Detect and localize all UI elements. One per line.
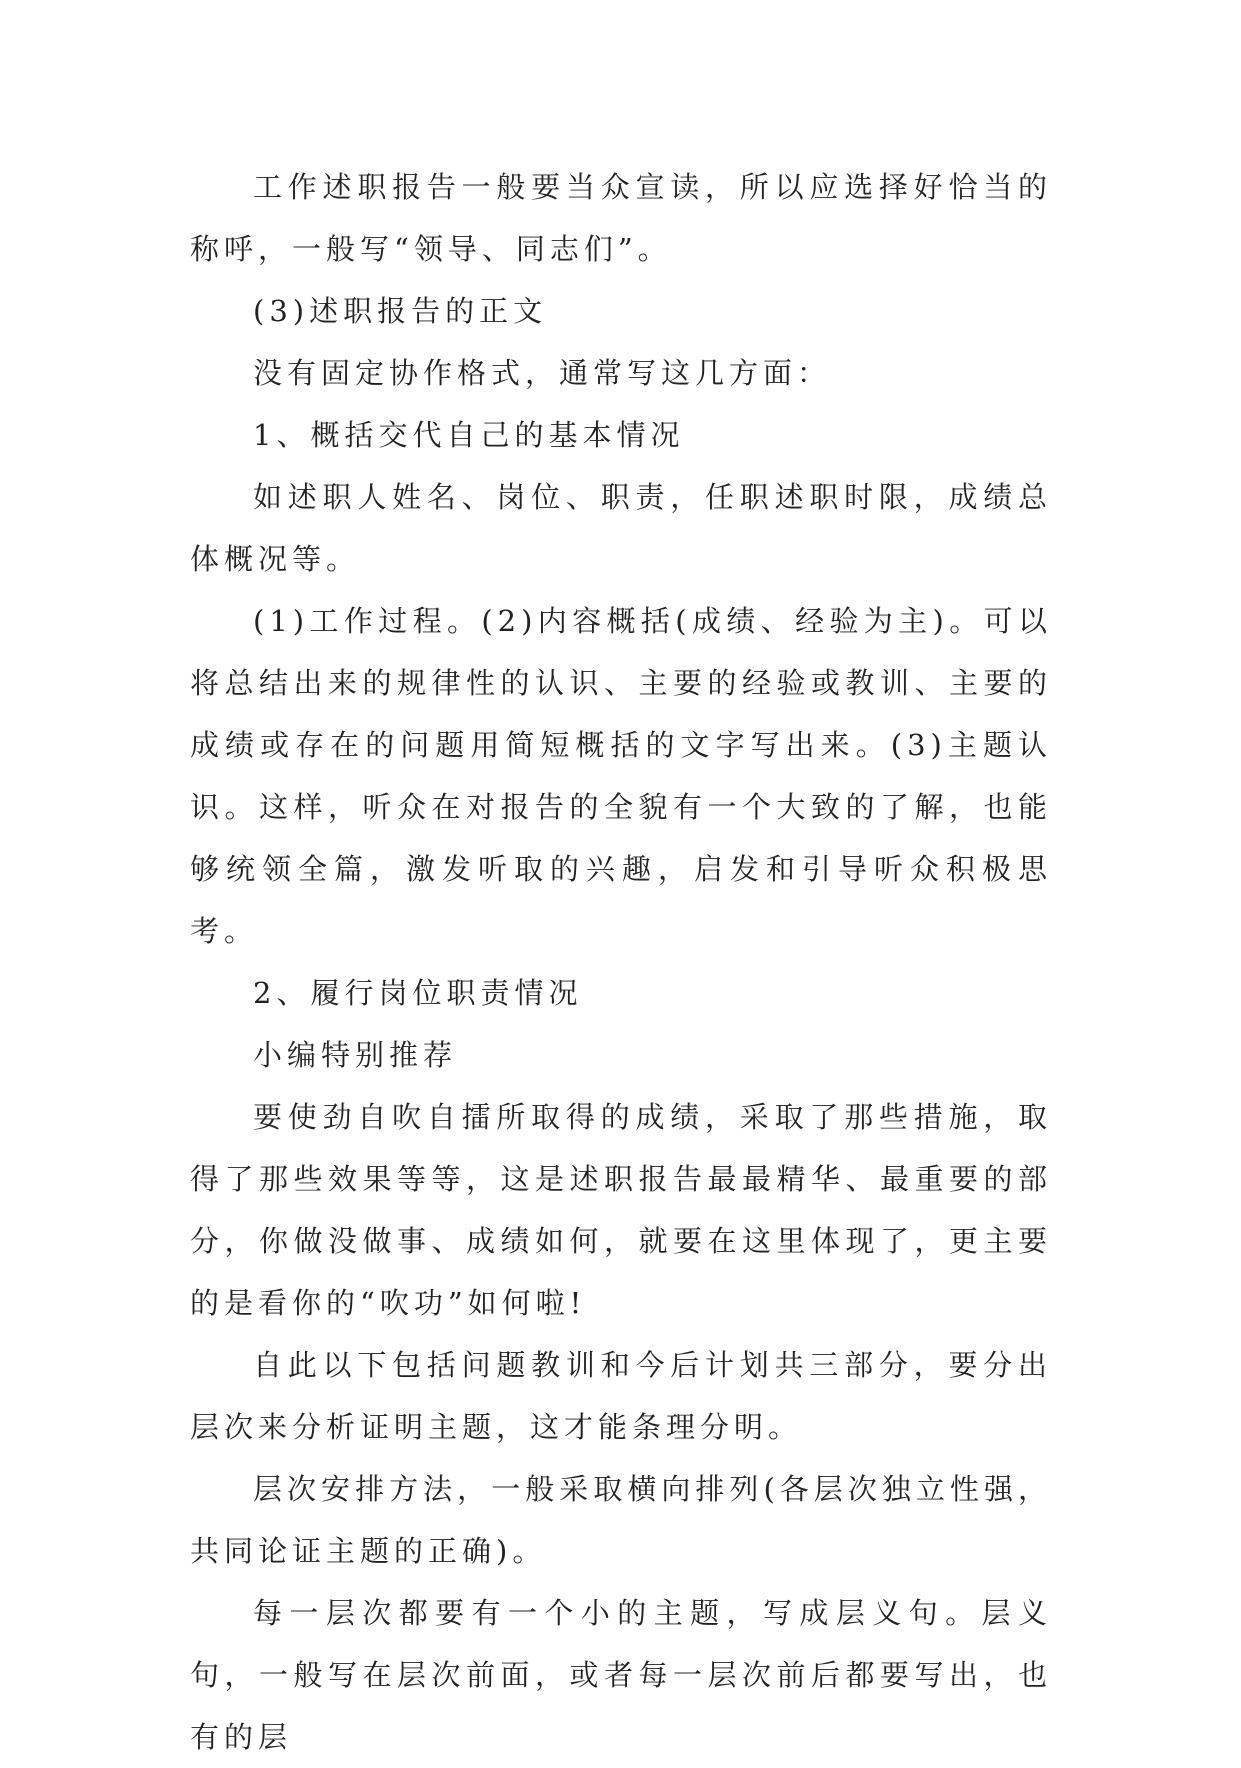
- paragraph-sub-theme: 每一层次都要有一个小的主题，写成层义句。层义句，一般写在层次前面，或者每一层次前后都要写出，也有的层: [190, 1596, 1052, 1754]
- paragraph-salutation: 工作述职报告一般要当众宣读，所以应选择好恰当的称呼，一般写“领导、同志们”。: [190, 170, 1052, 266]
- paragraph-heading-body: (3)述职报告的正文: [253, 294, 548, 328]
- paragraph-arrangement: 层次安排方法，一般采取横向排列(各层次独立性强，共同论证主题的正确)。: [190, 1472, 1052, 1568]
- paragraph-item-2: 2、履行岗位职责情况: [253, 976, 583, 1010]
- paragraph-format-note: 没有固定协作格式，通常写这几方面：: [253, 356, 832, 390]
- paragraph-recommend: 小编特别推荐: [253, 1038, 458, 1072]
- paragraph-basic-info: 如述职人姓名、岗位、职责，任职述职时限，成绩总体概况等。: [190, 480, 1052, 576]
- paragraph-achievements: 要使劲自吹自擂所取得的成绩，采取了那些措施，取得了那些效果等等，这是述职报告最最精华、最重要的部分，你做没做事、成绩如何，就要在这里体现了，更主要的是看你的“吹功”如何啦!: [190, 1100, 1052, 1320]
- paragraph-summary: (1)工作过程。(2)内容概括(成绩、经验为主)。可以将总结出来的规律性的认识、主要的经验或教训、主要的成绩或存在的问题用简短概括的文字写出来。(3)主题认识。这样，听众在对报告的全貌有一个大致的了解，也能够统领全篇，激发听取的兴趣，启发和引导听众积极思考。: [190, 604, 1052, 948]
- paragraph-item-1: 1、概括交代自己的基本情况: [253, 418, 685, 452]
- paragraph-following-parts: 自此以下包括问题教训和今后计划共三部分，要分出层次来分析证明主题，这才能条理分明。: [190, 1348, 1052, 1444]
- document-body: [190, 156, 1052, 1768]
